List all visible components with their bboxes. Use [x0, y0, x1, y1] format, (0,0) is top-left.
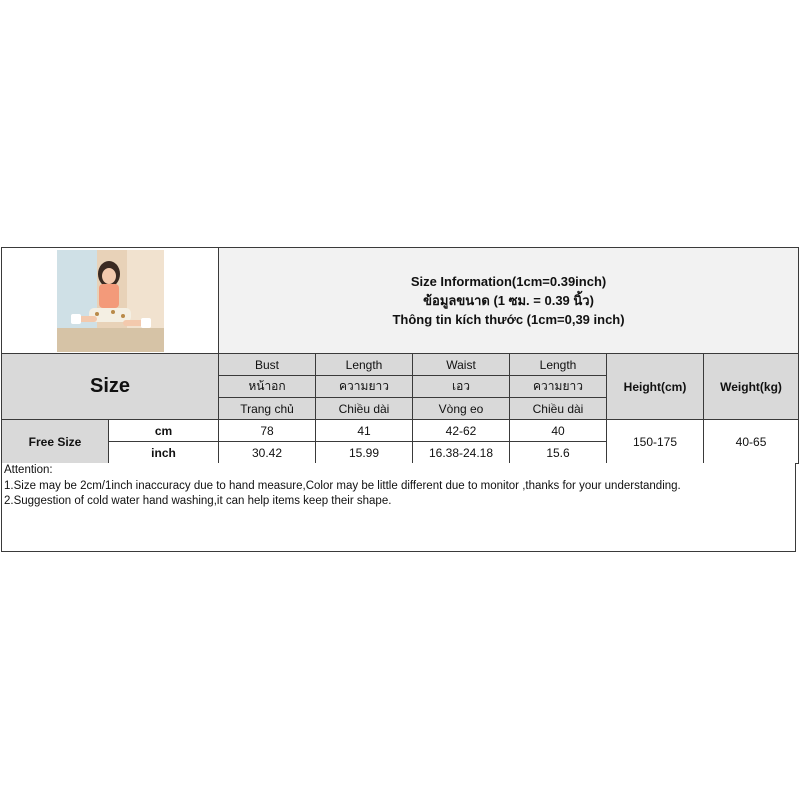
col-header-length-en: Length [316, 354, 413, 376]
attention-line-2: 2.Suggestion of cold water hand washing,it can help items keep their shape. [4, 495, 392, 507]
col-header-length-vi: Chiều dài [316, 398, 413, 420]
size-header [2, 354, 219, 420]
weight-header: Weight(kg) [704, 354, 799, 420]
info-line-vi: Thông tin kích thước (1cm=0,39 inch) [392, 312, 625, 327]
attention-line-1: 1.Size may be 2cm/1inch inaccuracy due to hand measure,Color may be little different due to monitor ,thanks for your understanding. [4, 479, 681, 492]
product-photo [57, 250, 164, 352]
weight-value: 40-65 [704, 420, 799, 464]
col-header-waist-en: Waist [413, 354, 510, 376]
size-title: Size [89, 375, 131, 397]
table-cell: 42-62 [413, 420, 510, 442]
size-chart [1, 247, 798, 553]
col-header-bust-th: หน้าอก [219, 376, 316, 398]
size-table [1, 247, 799, 464]
table-cell: 41 [316, 420, 413, 442]
info-line-th: ข้อมูลขนาด (1 ซม. = 0.39 นิ้ว) [423, 293, 594, 308]
col-header-length2-th: ความยาว [510, 376, 607, 398]
attention-box [1, 463, 796, 552]
height-value: 150-175 [607, 420, 704, 464]
col-header-waist-th: เอว [413, 376, 510, 398]
col-header-length2-en: Length [510, 354, 607, 376]
col-header-length2-vi: Chiều dài [510, 398, 607, 420]
table-cell: 30.42 [219, 442, 316, 464]
col-header-bust-vi: Trang chủ [219, 398, 316, 420]
col-header-length-th: ความยาว [316, 376, 413, 398]
table-cell: 16.38-24.18 [413, 442, 510, 464]
col-header-waist-vi: Vòng eo [413, 398, 510, 420]
table-cell: 40 [510, 420, 607, 442]
size-info-header [219, 248, 799, 354]
table-cell: 15.6 [510, 442, 607, 464]
row-label-free-size: Free Size [2, 420, 109, 464]
unit-cm: cm [109, 420, 219, 442]
product-photo-cell [2, 248, 219, 354]
table-cell: 78 [219, 420, 316, 442]
unit-inch: inch [109, 442, 219, 464]
attention-title: Attention: [4, 464, 53, 476]
col-header-bust-en: Bust [219, 354, 316, 376]
height-header: Height(cm) [607, 354, 704, 420]
table-cell: 15.99 [316, 442, 413, 464]
info-line-en: Size Information(1cm=0.39inch) [410, 274, 607, 289]
